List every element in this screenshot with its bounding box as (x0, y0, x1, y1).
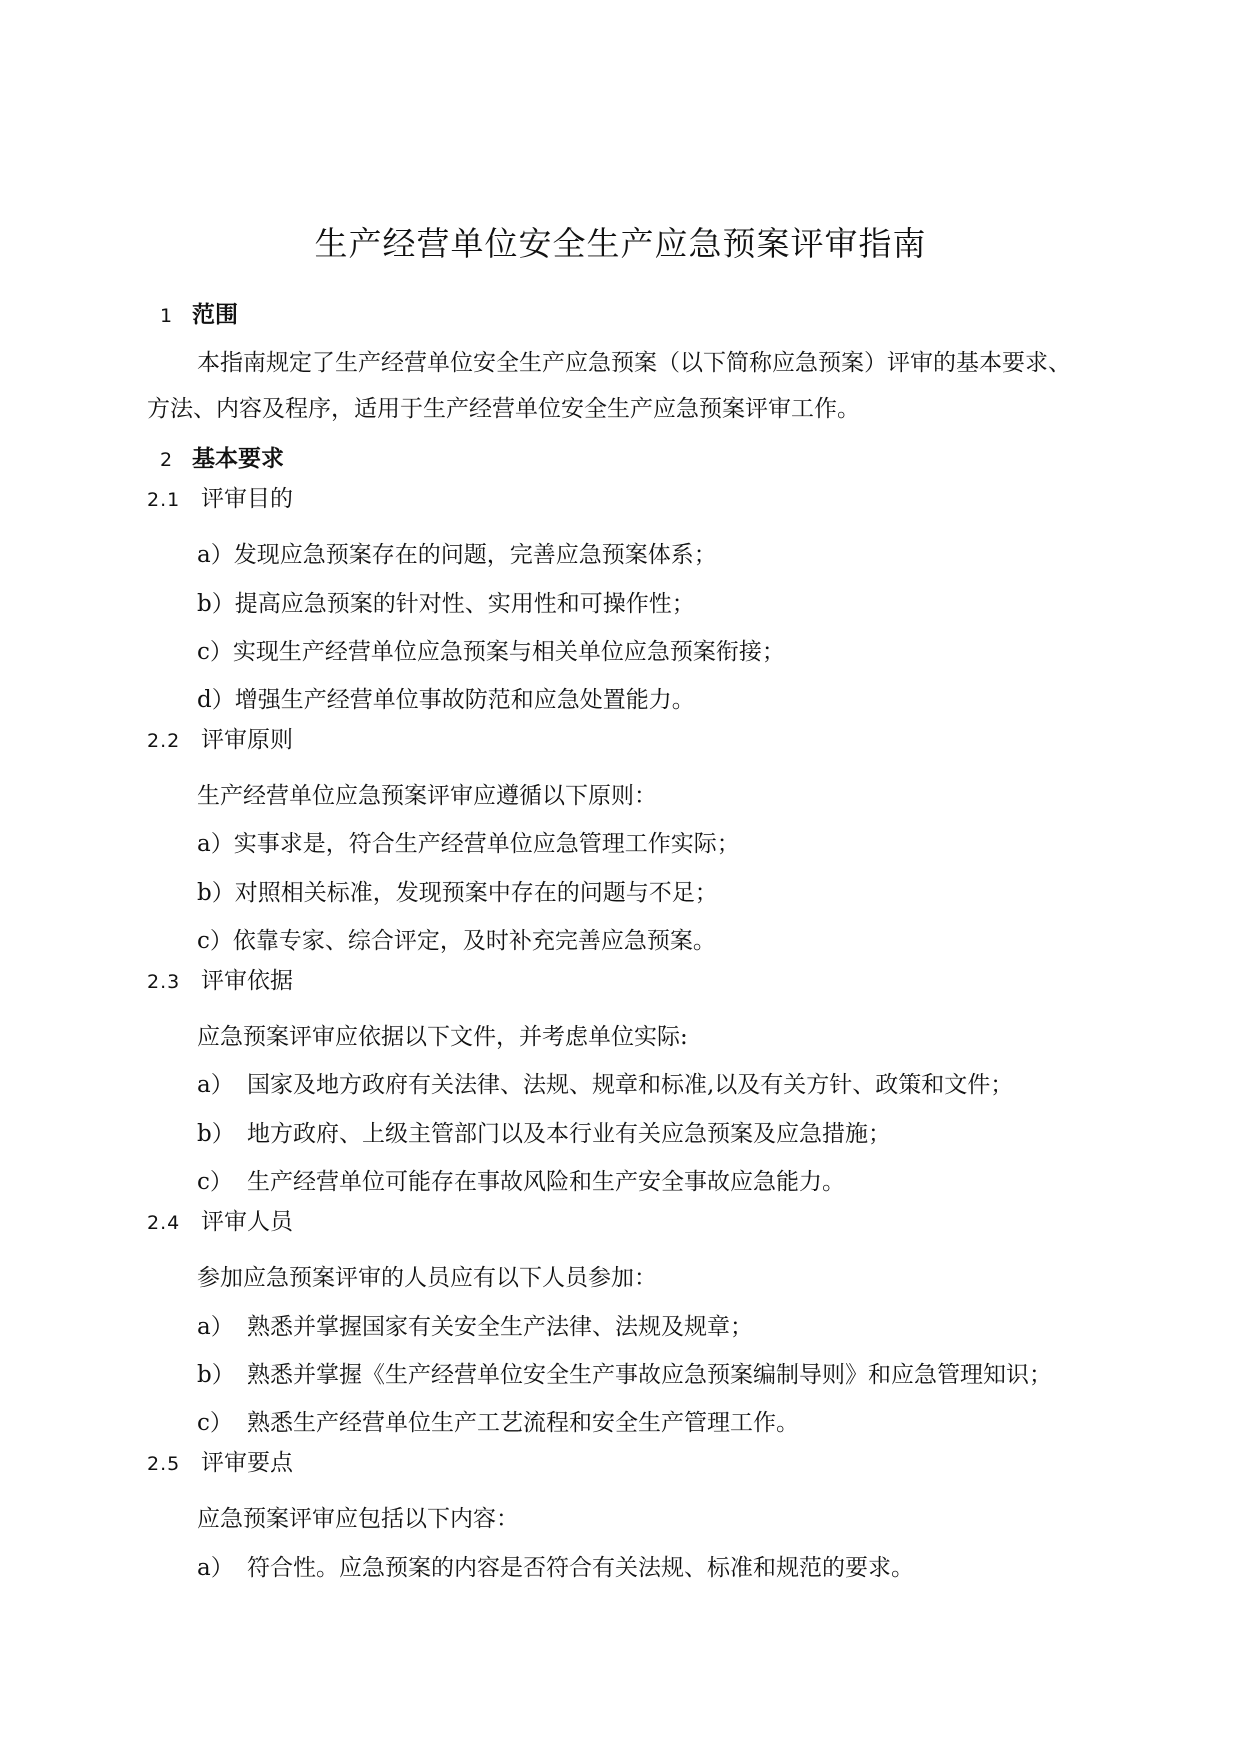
section-number: 2.3 (147, 971, 181, 993)
list-item-text: 发现应急预案存在的问题，完善应急预案体系； (233, 542, 717, 568)
section-number: 2 (160, 449, 174, 471)
list-marker: a） (197, 1072, 234, 1098)
list-item-text: 国家及地方政府有关法律、法规、规章和标准,以及有关方针、政策和文件； (247, 1072, 1014, 1098)
section-title: 基本要求 (192, 446, 284, 472)
section-2-3-heading (147, 964, 293, 999)
section-title: 评审依据 (201, 968, 293, 994)
list-item (197, 1117, 891, 1151)
section-2-heading (160, 442, 284, 477)
list-item-text: 生产经营单位可能存在事故风险和生产安全事故应急能力。 (247, 1169, 845, 1195)
list-item (197, 1068, 1013, 1102)
list-item (197, 635, 785, 669)
list-marker: b） (197, 880, 235, 906)
list-item-text: 实事求是，符合生产经营单位应急管理工作实际； (233, 831, 740, 857)
section-number: 1 (160, 305, 174, 327)
list-marker: b） (197, 1362, 235, 1388)
list-marker: b） (197, 1121, 235, 1147)
section-title: 评审目的 (201, 486, 293, 512)
section-number: 2.5 (147, 1453, 181, 1475)
list-item-text: 熟悉并掌握国家有关安全生产法律、法规及规章； (247, 1314, 753, 1340)
list-marker: a） (197, 1555, 234, 1581)
section-1-heading (160, 298, 238, 333)
list-item (197, 1358, 1052, 1392)
section-1-paragraph-line-1: 本指南规定了生产经营单位安全生产应急预案（以下简称应急预案）评审的基本要求、 (197, 350, 1071, 376)
section-number: 2.1 (147, 489, 181, 511)
list-item-text: 实现生产经营单位应急预案与相关单位应急预案衔接； (232, 639, 785, 665)
section-2-3-intro: 应急预案评审应依据以下文件，并考虑单位实际: (197, 1024, 688, 1050)
section-2-5-heading (147, 1446, 293, 1481)
list-item (197, 827, 740, 861)
list-marker: a） (197, 831, 234, 857)
section-2-5-intro: 应急预案评审应包括以下内容： (197, 1506, 519, 1532)
list-marker: c） (197, 1169, 233, 1195)
list-item-text: 增强生产经营单位事故防范和应急处置能力。 (234, 687, 695, 713)
list-marker: c） (197, 928, 233, 954)
section-number: 2.2 (147, 730, 181, 752)
list-item (197, 924, 716, 958)
section-2-4-intro: 参加应急预案评审的人员应有以下人员参加： (197, 1265, 657, 1291)
list-marker: c） (197, 639, 233, 665)
list-marker: c） (197, 1410, 233, 1436)
list-marker: b） (197, 591, 235, 617)
list-item-text: 对照相关标准，发现预案中存在的问题与不足； (234, 880, 718, 906)
list-item (197, 1406, 799, 1440)
section-title: 评审要点 (201, 1450, 293, 1476)
list-item (197, 587, 695, 621)
list-item (197, 1310, 753, 1344)
section-title: 评审原则 (201, 727, 293, 753)
list-item-text: 依靠专家、综合评定，及时补充完善应急预案。 (232, 928, 716, 954)
list-item-text: 符合性。应急预案的内容是否符合有关法规、标准和规范的要求。 (247, 1555, 914, 1581)
section-2-4-heading (147, 1205, 293, 1240)
list-item-text: 提高应急预案的针对性、实用性和可操作性； (234, 591, 695, 617)
document-title: 生产经营单位安全生产应急预案评审指南 (314, 224, 927, 263)
list-item (197, 538, 717, 572)
list-item (197, 1165, 845, 1199)
list-marker: a） (197, 542, 234, 568)
section-2-1-heading (147, 482, 293, 517)
list-marker: d） (197, 687, 235, 713)
section-title: 评审人员 (201, 1209, 293, 1235)
list-marker: a） (197, 1314, 234, 1340)
section-title: 范围 (192, 302, 238, 328)
section-1-paragraph-line-2: 方法、内容及程序，适用于生产经营单位安全生产应急预案评审工作。 (147, 396, 860, 422)
section-2-2-intro: 生产经营单位应急预案评审应遵循以下原则： (197, 783, 657, 809)
list-item (197, 1551, 914, 1585)
list-item-text: 熟悉生产经营单位生产工艺流程和安全生产管理工作。 (247, 1410, 799, 1436)
list-item (197, 683, 695, 717)
list-item-text: 地方政府、上级主管部门以及本行业有关应急预案及应急措施； (247, 1121, 891, 1147)
list-item (197, 876, 718, 910)
section-2-2-heading (147, 723, 293, 758)
section-number: 2.4 (147, 1212, 181, 1234)
list-item-text: 熟悉并掌握《生产经营单位安全生产事故应急预案编制导则》和应急管理知识； (247, 1362, 1052, 1388)
